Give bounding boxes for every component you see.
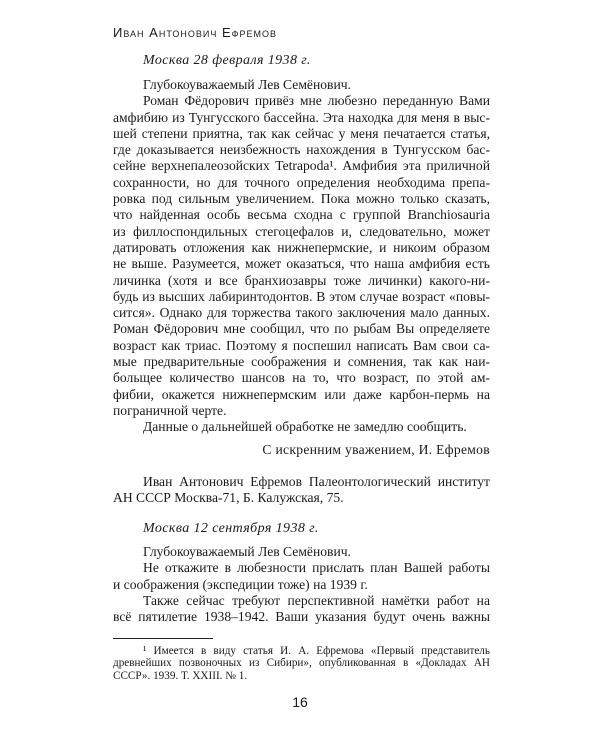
address-block [113,474,490,507]
text-line: датировать отложения как нижнепермские, и никоим образом [113,239,490,255]
letter2-body [113,544,490,625]
text-line: сейне верхнепалеозойских Tetrapoda¹. Амфибия эта приличной [113,158,490,174]
text-line: личинка (хотя и все бранхиозавры тоже личинки) какого-ни- [113,272,490,288]
text-line: ¹ Имеется в виду статья И. А. Ефремова «Первый представитель [143,645,490,657]
text-line: больщее количество шансов на то, что возраст, по этой ам- [113,370,490,386]
text-line: сохранности, но для точного определения необходима препа- [113,174,490,190]
text-line: шей степени приятна, так как сейчас у меня печатается статья, [113,125,490,141]
text-line: сится». Однако для торжества такого заключения мало данных. [113,305,490,321]
text-line: будь из высших лабиринтодонтов. В этом случае возраст «повы- [113,288,490,304]
text-line: Глубокоуважаемый Лев Семёнович. [143,544,351,559]
page-number: 16 [292,694,308,710]
letter1-body [113,77,490,436]
text-line: Роман Фёдорович мне сообщил, что по рыбам Вы определяете [113,321,490,337]
text-line: возраст как триас. Поэтому я поспешил написать Вам свои са- [113,337,490,353]
letter2-date: Москва 12 сентября 1938 г. [143,521,319,536]
letter1-date: Москва 28 февраля 1938 г. [143,53,311,68]
text-line: Глубокоуважаемый Лев Семёнович. [143,77,351,92]
text-line: пограничной черте. [113,402,227,418]
text-line: что найденная особь весьма сходна с группой Branchiosauria [113,207,490,223]
text-line: фибии, окажется нижнепермским или даже карбон-пермь на [113,386,490,402]
footnote [113,645,490,682]
text-line: амфибию из Тунгусского бассейна. Эта находка для меня в выс- [113,109,490,125]
letter1-signature: С искренним уважением, И. Ефремов [262,442,490,457]
text-line: Не откажите в любезности прислать план Вашей работы [143,560,490,576]
footnote-rule [113,638,213,639]
text-line: СССР». 1939. Т. XXIII. № 1. [113,669,248,682]
text-line: мые предварительные соображения и сомнения, так как наи- [113,354,490,370]
text-line: и соображения (экспедиции тоже) на 1939 г. [113,576,368,592]
text-line: всё пятилетие 1938–1942. Ваши указания будут очень важны [113,609,490,625]
text-line: АН СССР Москва-71, Б. Калужская, 75. [113,490,344,506]
text-line: Роман Фёдорович привёз мне любезно переданную Вами [143,93,490,109]
text-line: Данные о дальнейшей обработке не замедлю сообщить. [143,419,467,435]
text-line: из филлоспондильных стегоцефалов и, следовательно, может [113,223,490,239]
text-line: древнейших позвоночных из Сибири», опубликованная в «Докладах АН [113,657,490,670]
text-line: ровка под сильным увеличением. Пока можно только сказать, [113,191,490,207]
running-header: Иван Антонович Ефремов [113,25,278,40]
text-line: Иван Антонович Ефремов Палеонтологический институт [143,474,490,489]
text-line: Также сейчас требуют перспективной намётки работ на [143,592,490,608]
text-line: где доказывается неизбежность нахождения в Тунгусском бас- [113,142,490,158]
text-line: не выше. Разумеется, может оказаться, что наша амфибия есть [113,256,490,272]
